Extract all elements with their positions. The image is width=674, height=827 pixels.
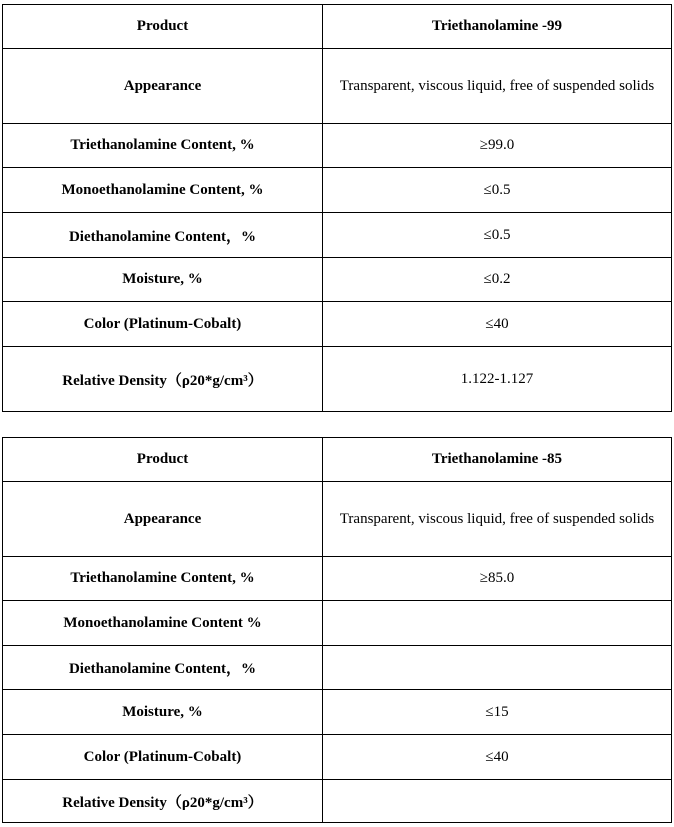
table-row: [3, 557, 672, 601]
table-row: [3, 646, 672, 690]
table-row: [3, 347, 672, 412]
table-row: [3, 49, 672, 124]
row-value: ≤0.5: [323, 168, 672, 213]
row-label: Diethanolamine Content，%: [3, 213, 323, 258]
table-row: [3, 735, 672, 780]
row-value: ≥85.0: [323, 557, 672, 601]
row-label: Color (Platinum-Cobalt): [3, 302, 323, 347]
product-label: Product: [3, 5, 323, 49]
product-label: Product: [3, 438, 323, 482]
row-label: Triethanolamine Content, %: [3, 557, 323, 601]
row-value: ≤0.2: [323, 258, 672, 302]
row-label: Monoethanolamine Content %: [3, 601, 323, 646]
table-header-row: [3, 438, 672, 482]
table-header-row: [3, 5, 672, 49]
row-label: Color (Platinum-Cobalt): [3, 735, 323, 780]
table-row: [3, 124, 672, 168]
table-row: [3, 601, 672, 646]
row-label: Monoethanolamine Content, %: [3, 168, 323, 213]
row-value: ≤40: [323, 735, 672, 780]
row-value: [323, 780, 672, 823]
row-value-cell: [323, 49, 672, 124]
row-value: [323, 646, 672, 690]
row-label: Appearance: [3, 482, 323, 557]
row-value: 1.122-1.127: [323, 347, 672, 412]
row-value: ≤0.5: [323, 213, 672, 258]
row-value: Transparent, viscous liquid, free of suspended solids: [339, 511, 655, 527]
row-value-cell: [323, 482, 672, 557]
product-value: Triethanolamine -85: [323, 438, 672, 482]
row-value: ≥99.0: [323, 124, 672, 168]
row-label: Relative Density（ρ20*g/cm³）: [3, 347, 323, 412]
spec-table-tea-99: [2, 4, 672, 412]
table-row: [3, 482, 672, 557]
row-label: Relative Density（ρ20*g/cm³）: [3, 780, 323, 823]
table-row: [3, 168, 672, 213]
table-row: [3, 258, 672, 302]
row-label: Moisture, %: [3, 690, 323, 735]
row-value: ≤40: [323, 302, 672, 347]
table-row: [3, 780, 672, 823]
table-row: [3, 213, 672, 258]
row-label: Diethanolamine Content，%: [3, 646, 323, 690]
table-row: [3, 690, 672, 735]
row-value: ≤15: [323, 690, 672, 735]
row-label: Triethanolamine Content, %: [3, 124, 323, 168]
row-value: Transparent, viscous liquid, free of suspended solids: [339, 78, 655, 94]
row-label: Moisture, %: [3, 258, 323, 302]
row-label: Appearance: [3, 49, 323, 124]
table-row: [3, 302, 672, 347]
row-value: [323, 601, 672, 646]
product-value: Triethanolamine -99: [323, 5, 672, 49]
spec-table-tea-85: [2, 437, 672, 823]
